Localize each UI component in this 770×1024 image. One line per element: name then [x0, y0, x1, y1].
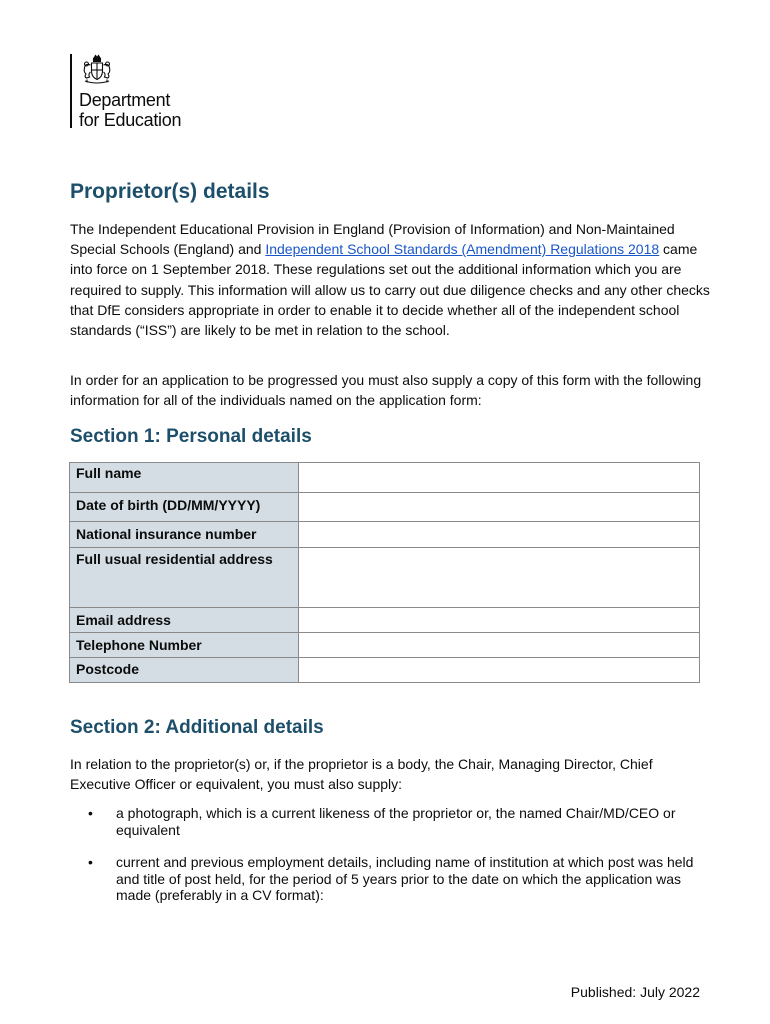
row-label-telephone: Telephone Number	[70, 633, 299, 658]
section-2-intro: In relation to the proprietor(s) or, if the proprietor is a body, the Chair, Managing Director, Chief Executive Officer or equivalent, you must also supply:	[70, 756, 653, 793]
row-label-postcode: Postcode	[70, 658, 299, 683]
national-insurance-field[interactable]	[299, 522, 700, 548]
row-label-date-of-birth: Date of birth (DD/MM/YYYY)	[70, 493, 299, 522]
telephone-field[interactable]	[299, 633, 700, 658]
department-line-1: Department	[79, 90, 171, 110]
table-row	[70, 493, 700, 522]
table-row	[70, 633, 700, 658]
list-item	[70, 854, 710, 904]
full-name-field[interactable]	[299, 463, 700, 493]
department-line-2: for Education	[79, 110, 182, 130]
published-date: Published: July 2022	[570, 984, 700, 1000]
postcode-field[interactable]	[299, 658, 700, 683]
table-row	[70, 522, 700, 548]
requirements-list	[70, 805, 710, 920]
bullet-icon: •	[88, 854, 93, 870]
intro-paragraph-2: In order for an application to be progressed you must also supply a copy of this form with the following information for all of the individuals named on the application form:	[70, 372, 702, 409]
list-item	[70, 805, 710, 838]
intro-text-end: came into force on 1 September 2018. These regulations set out the additional information which you are required to supply. This information will allow us to carry out due diligence checks and any other checks that DfE considers appropriate in order to enable it to decide whether all of the independent school standards (“ISS”) are likely to be met in relation to the school.	[70, 241, 710, 339]
row-label-email: Email address	[70, 608, 299, 633]
list-item-text: a photograph, which is a current likeness of the proprietor or, the named Chair/MD/CEO or equivalent	[116, 805, 676, 838]
row-label-residential-address: Full usual residential address	[70, 548, 299, 608]
page-title: Proprietor(s) details	[70, 180, 270, 203]
list-item-text: current and previous employment details, including name of institution at which post was held and title of post held, for the period of 5 years prior to the date on which the application was made (preferably in a CV format):	[116, 854, 694, 903]
personal-details-table	[69, 462, 700, 683]
date-of-birth-field[interactable]	[299, 493, 700, 522]
table-row	[70, 658, 700, 683]
bullet-icon: •	[88, 805, 93, 821]
row-label-full-name: Full name	[70, 463, 299, 493]
section-1-heading: Section 1: Personal details	[70, 426, 312, 447]
regulations-link[interactable]: Independent School Standards (Amendment) Regulations 2018	[265, 241, 660, 258]
department-name	[79, 90, 181, 130]
table-row	[70, 608, 700, 633]
royal-crest-icon	[79, 54, 115, 86]
section-2-heading: Section 2: Additional details	[70, 717, 324, 738]
row-label-national-insurance: National insurance number	[70, 522, 299, 548]
table-row	[70, 548, 700, 608]
table-row	[70, 463, 700, 493]
intro-paragraph-1	[70, 219, 710, 340]
email-field[interactable]	[299, 608, 700, 633]
intro-text-start: The Independent Educational Provision in England (Provision of Information) and Non-Maintained Special Schools (England) and	[70, 221, 675, 258]
residential-address-field[interactable]	[299, 548, 700, 608]
logo-divider	[70, 54, 72, 128]
